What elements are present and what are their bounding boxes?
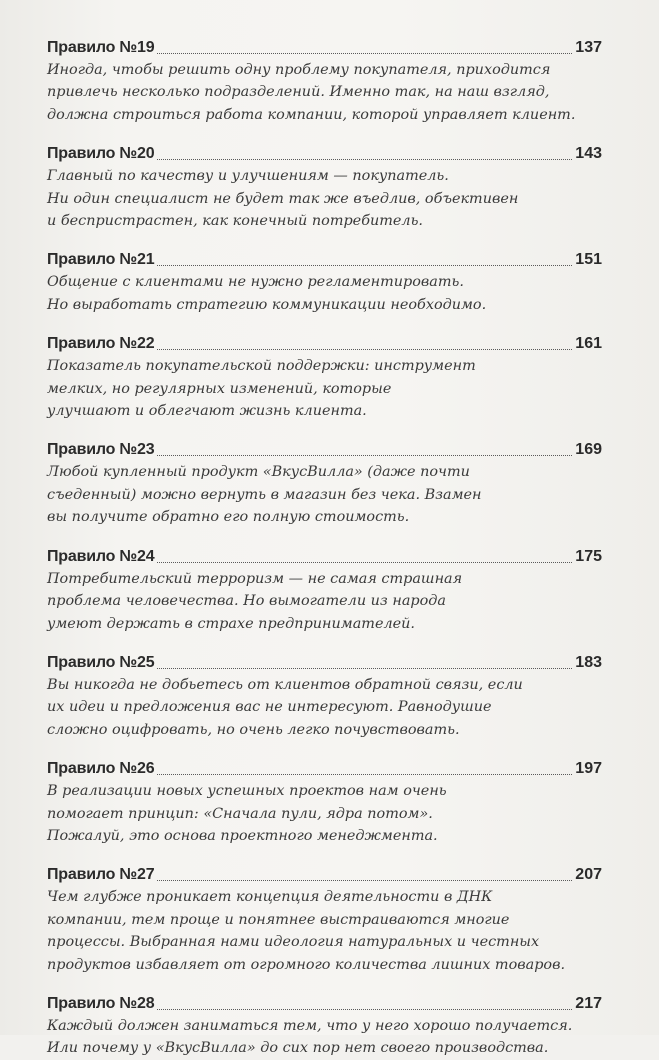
page-number: 169 [575, 441, 602, 459]
rule-description [47, 355, 602, 422]
page-number: 161 [575, 335, 602, 353]
description-line: Любой купленный продукт «ВкусВилла» (даже почти [47, 464, 470, 481]
dot-leader [157, 561, 572, 563]
rule-title: Правило №25 [47, 653, 155, 671]
toc-entry [47, 755, 602, 847]
description-line: Или почему у «ВкусВилла» до сих пор нет своего производства. [47, 1040, 549, 1057]
description-line: продуктов избавляет от огромного количества лишних товаров. [47, 956, 566, 973]
rule-title: Правило №24 [47, 547, 155, 565]
rule-description [47, 59, 602, 126]
page-number: 137 [575, 39, 602, 56]
description-line: сложно оцифровать, но очень легко почувствовать. [47, 721, 460, 738]
toc-entry-heading [47, 861, 602, 885]
description-line: их идеи и предложения вас не интересуют. Равнодушие [47, 699, 492, 716]
description-line: Но выработать стратегию коммуникации необходимо. [47, 296, 487, 313]
toc-entry-heading [47, 436, 602, 460]
page-number: 143 [575, 145, 602, 163]
toc-entry [47, 861, 602, 976]
toc-entry-heading [47, 543, 602, 567]
description-line: Главный по качеству и улучшениям — покупатель. [47, 168, 449, 185]
rule-title: Правило №19 [47, 39, 155, 56]
rule-title: Правило №23 [47, 441, 155, 459]
description-line: Каждый должен заниматься тем, что у него хорошо получается. [47, 1017, 573, 1034]
description-line: Общение с клиентами не нужно регламентировать. [47, 274, 464, 291]
dot-leader [157, 454, 572, 456]
rule-title: Правило №26 [47, 760, 155, 778]
toc-entry [47, 330, 602, 422]
description-line: привлечь несколько подразделений. Именно так, на наш взгляд, [47, 84, 550, 101]
dot-leader [157, 1008, 572, 1010]
description-line: Показатель покупательской поддержки: инструмент [47, 358, 476, 375]
description-line: умеют держать в страхе предпринимателей. [47, 615, 415, 632]
table-of-contents [47, 34, 602, 1060]
page-number: 151 [575, 251, 602, 269]
description-line: В реализации новых успешных проектов нам очень [47, 783, 447, 800]
toc-entry-heading [47, 990, 602, 1014]
rule-title: Правило №22 [47, 335, 155, 353]
page-number: 197 [575, 760, 602, 778]
page-number: 175 [575, 547, 602, 565]
dot-leader [157, 264, 572, 266]
toc-entry [47, 543, 602, 635]
dot-leader [157, 52, 572, 54]
toc-entry [47, 140, 602, 232]
toc-entry [47, 34, 602, 126]
description-line: вы получите обратно его полную стоимость. [47, 509, 410, 526]
description-line: процессы. Выбранная нами идеология натуральных и честных [47, 934, 540, 951]
toc-entry [47, 990, 602, 1060]
page-number: 183 [575, 653, 602, 671]
description-line: компании, тем проще и понятнее выстраиваются многие [47, 911, 510, 928]
description-line: мелких, но регулярных изменений, которые [47, 380, 392, 397]
toc-entry-heading [47, 330, 602, 354]
description-line: Потребительский терроризм — не самая страшная [47, 570, 463, 587]
dot-leader [157, 773, 572, 775]
page-number: 217 [575, 994, 602, 1012]
toc-entry [47, 649, 602, 741]
description-line: Вы никогда не добьетесь от клиентов обратной связи, если [47, 676, 523, 693]
toc-entry-heading [47, 34, 602, 58]
rule-description [47, 271, 602, 316]
rule-description [47, 1015, 602, 1060]
description-line: улучшают и облегчают жизнь клиента. [47, 403, 367, 420]
rule-description [47, 674, 602, 741]
rule-title: Правило №20 [47, 145, 155, 163]
toc-entry [47, 246, 602, 316]
page-number: 207 [575, 866, 602, 884]
description-line: Ни один специалист не будет так же въедлив, объективен [47, 190, 519, 207]
toc-entry [47, 436, 602, 528]
toc-entry-heading [47, 649, 602, 673]
toc-entry-heading [47, 246, 602, 270]
toc-entry-heading [47, 140, 602, 164]
rule-description [47, 461, 602, 528]
dot-leader [157, 667, 572, 669]
description-line: Чем глубже проникает концепция деятельности в ДНК [47, 889, 493, 906]
description-line: помогает принцип: «Сначала пули, ядра потом». [47, 805, 433, 822]
rule-description [47, 165, 602, 232]
dot-leader [157, 879, 572, 881]
description-line: должна строиться работа компании, которой управляет клиент. [47, 106, 576, 123]
rule-description [47, 568, 602, 635]
description-line: и беспристрастен, как конечный потребитель. [47, 213, 423, 230]
description-line: Иногда, чтобы решить одну проблему покупателя, приходится [47, 62, 551, 78]
rule-description [47, 780, 602, 847]
dot-leader [157, 348, 572, 350]
rule-title: Правило №27 [47, 866, 155, 884]
dot-leader [157, 158, 572, 160]
description-line: Пожалуй, это основа проектного менеджмента. [47, 827, 438, 844]
rule-title: Правило №28 [47, 994, 155, 1012]
description-line: проблема человечества. Но вымогатели из народа [47, 593, 446, 610]
description-line: съеденный) можно вернуть в магазин без чека. Взамен [47, 486, 482, 503]
rule-title: Правило №21 [47, 251, 155, 269]
toc-entry-heading [47, 755, 602, 779]
rule-description [47, 886, 602, 976]
